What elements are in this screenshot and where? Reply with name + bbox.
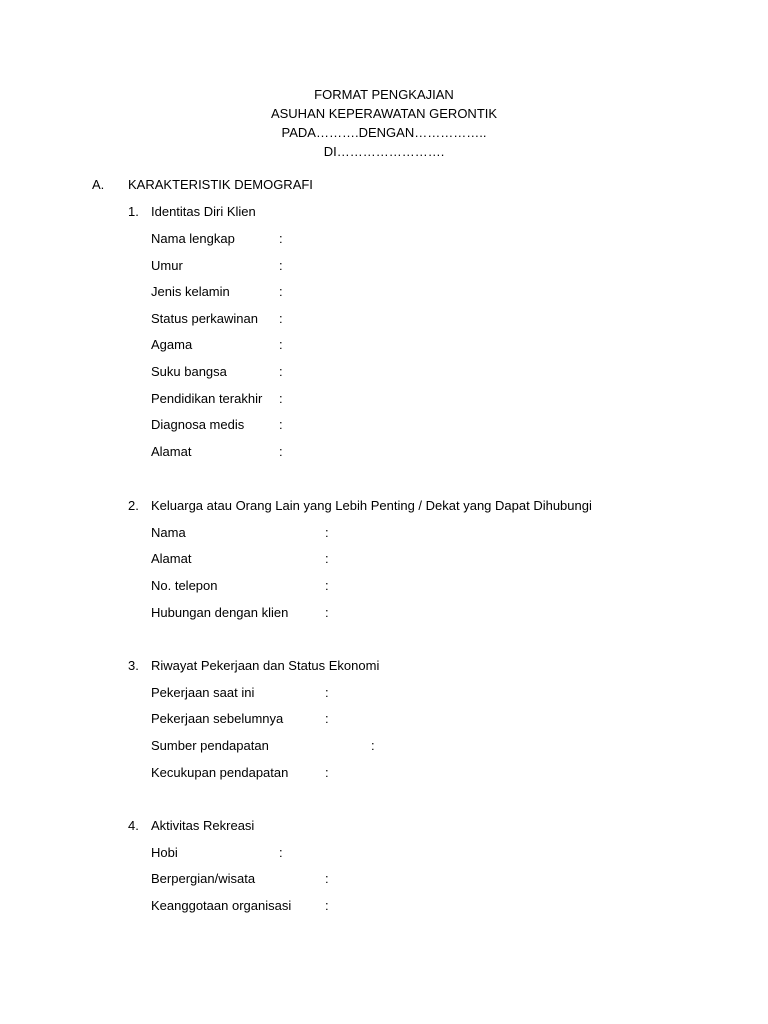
- group-2-number: 2.: [128, 498, 139, 513]
- field-label: Status perkawinan: [151, 311, 258, 326]
- field-label: Sumber pendapatan: [151, 738, 269, 753]
- field-colon: :: [279, 444, 283, 459]
- field-label: Umur: [151, 258, 183, 273]
- field-label: Alamat: [151, 551, 192, 566]
- field-label: Nama lengkap: [151, 231, 235, 246]
- field-label: Jenis kelamin: [151, 284, 230, 299]
- field-colon: :: [279, 311, 283, 326]
- field-label: No. telepon: [151, 578, 218, 593]
- field-colon: :: [279, 337, 283, 352]
- field-colon: :: [279, 417, 283, 432]
- field-label: Hobi: [151, 845, 178, 860]
- field-colon: :: [325, 871, 329, 886]
- section-letter: A.: [92, 177, 105, 192]
- title-line-4: DI…………………….: [323, 144, 445, 159]
- group-3-heading: Riwayat Pekerjaan dan Status Ekonomi: [151, 658, 380, 673]
- field-colon: :: [325, 685, 329, 700]
- field-label: Kecukupan pendapatan: [151, 765, 289, 780]
- field-colon: :: [279, 391, 283, 406]
- field-colon: :: [325, 525, 329, 540]
- field-label: Nama: [151, 525, 186, 540]
- field-colon: :: [279, 231, 283, 246]
- field-colon: :: [279, 258, 283, 273]
- field-colon: :: [325, 605, 329, 620]
- title-line-1: FORMAT PENGKAJIAN: [314, 87, 454, 102]
- field-label: Suku bangsa: [151, 364, 227, 379]
- field-colon: :: [279, 284, 283, 299]
- field-label: Diagnosa medis: [151, 417, 245, 432]
- field-colon: :: [279, 845, 283, 860]
- field-colon: :: [371, 738, 375, 753]
- group-3-number: 3.: [128, 658, 139, 673]
- field-label: Agama: [151, 337, 193, 352]
- group-4-heading: Aktivitas Rekreasi: [151, 818, 255, 833]
- field-colon: :: [325, 551, 329, 566]
- field-label: Hubungan dengan klien: [151, 605, 289, 620]
- field-label: Pekerjaan sebelumnya: [151, 711, 284, 726]
- field-colon: :: [279, 364, 283, 379]
- field-label: Pekerjaan saat ini: [151, 685, 255, 700]
- title-line-2: ASUHAN KEPERAWATAN GERONTIK: [270, 106, 498, 121]
- field-colon: :: [325, 711, 329, 726]
- section-title: KARAKTERISTIK DEMOGRAFI: [128, 177, 313, 192]
- field-colon: :: [325, 765, 329, 780]
- title-line-3: PADA……….DENGAN……………..: [281, 125, 487, 140]
- field-colon: :: [325, 898, 329, 913]
- group-2-heading: Keluarga atau Orang Lain yang Lebih Penting / Dekat yang Dapat Dihubungi: [151, 498, 592, 513]
- field-label: Berpergian/wisata: [151, 871, 256, 886]
- field-label: Keanggotaan organisasi: [151, 898, 292, 913]
- field-label: Alamat: [151, 444, 192, 459]
- group-1-number: 1.: [128, 204, 139, 219]
- group-1-heading: Identitas Diri Klien: [151, 204, 256, 219]
- field-colon: :: [325, 578, 329, 593]
- field-label: Pendidikan terakhir: [151, 391, 263, 406]
- group-4-number: 4.: [128, 818, 139, 833]
